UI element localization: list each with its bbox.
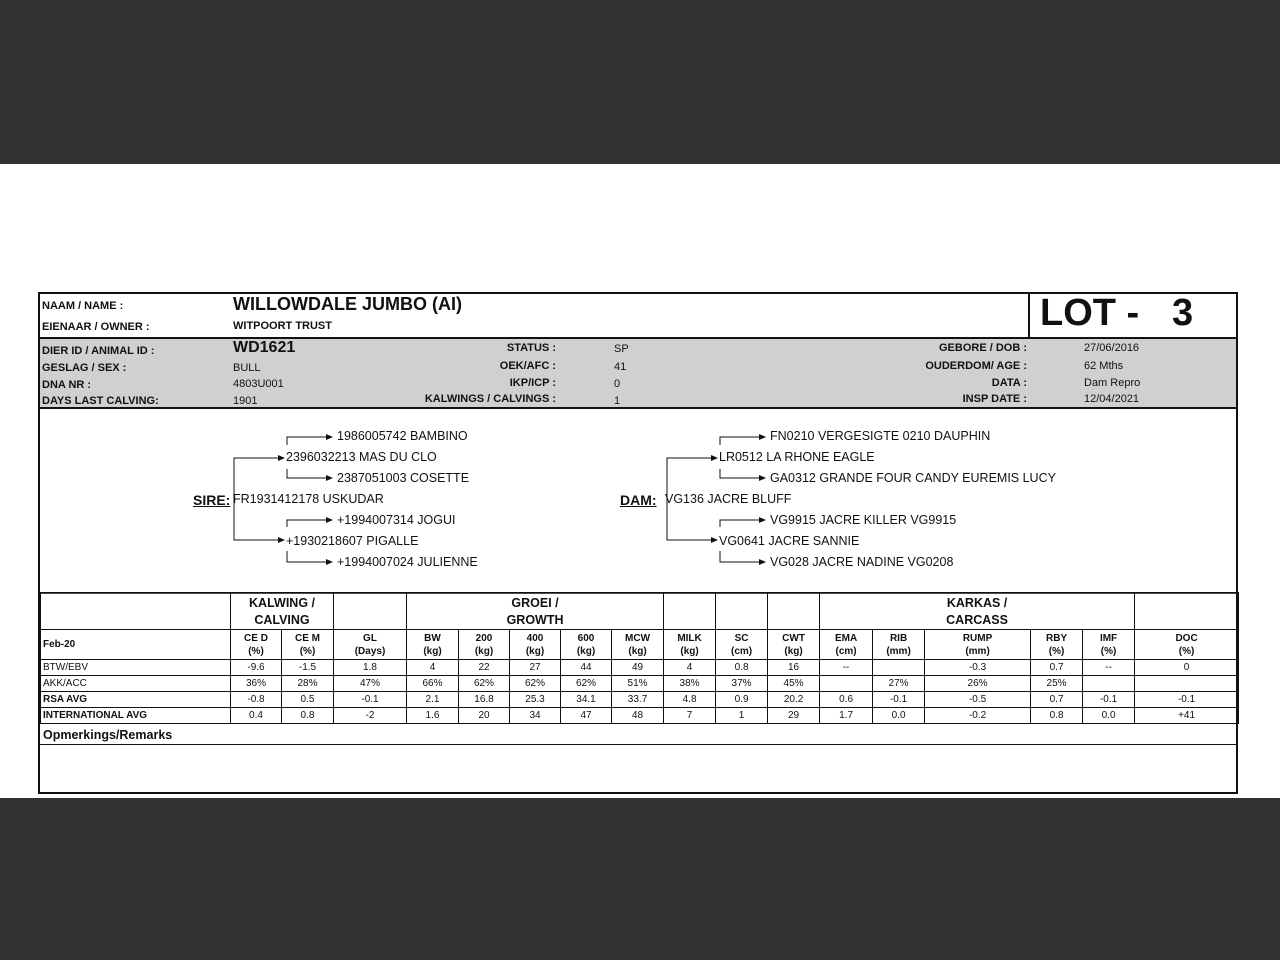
afc-label: OEK/AFC :: [499, 360, 556, 372]
ebv-cell: 0.9: [716, 692, 768, 708]
pedigree-lines: [40, 294, 1236, 594]
ebv-cell: 47: [561, 708, 612, 724]
row-label: AKK/ACC: [41, 676, 231, 692]
calvings-value: 1: [614, 395, 621, 407]
col-header: DOC (%): [1135, 630, 1239, 660]
icp-value: 0: [614, 378, 621, 390]
sire-sire-dam: 2387051003 COSETTE: [337, 471, 470, 485]
ebv-group-row: [41, 593, 1239, 630]
ebv-row-ebv: [41, 660, 1239, 676]
sire-sire-sire: 1986005742 BAMBINO: [337, 429, 468, 443]
ebv-cell: 4: [664, 660, 716, 676]
owner-label: EIENAAR / OWNER :: [42, 321, 150, 333]
ebv-cell: 27: [510, 660, 561, 676]
ebv-table: [40, 592, 1239, 724]
calvings-label: KALWINGS / CALVINGS :: [424, 393, 556, 405]
col-header: RBY (%): [1031, 630, 1083, 660]
dam-dam: VG0641 JACRE SANNIE: [719, 534, 860, 548]
ebv-cell: 16.8: [459, 692, 510, 708]
sire-dam: +1930218607 PIGALLE: [286, 534, 419, 548]
dna-label: DNA NR :: [42, 379, 92, 391]
ebv-cell: [1083, 676, 1135, 692]
group-growth: GROEI / GROWTH: [407, 593, 664, 630]
ebv-cell: 38%: [664, 676, 716, 692]
ebv-row-intl-avg: [41, 708, 1239, 724]
ebv-cell: 1.7: [820, 708, 873, 724]
ebv-cell: 22: [459, 660, 510, 676]
col-header: 400 (kg): [510, 630, 561, 660]
dam-label: DAM:: [620, 492, 657, 508]
animal-id-value: WD1621: [233, 339, 296, 356]
ebv-cell: -0.1: [873, 692, 925, 708]
sire-sire: 2396032213 MAS DU CLO: [286, 450, 437, 464]
ebv-cell: 33.7: [612, 692, 664, 708]
dob-label: GEBORE / DOB :: [938, 342, 1027, 354]
col-header: MCW (kg): [612, 630, 664, 660]
insp-date-label: INSP DATE :: [962, 393, 1027, 405]
col-header: BW (kg): [407, 630, 459, 660]
ebv-cell: -0.2: [925, 708, 1031, 724]
col-header: RIB (mm): [873, 630, 925, 660]
ebv-cell: 37%: [716, 676, 768, 692]
remarks-divider: [40, 744, 1236, 745]
ebv-cell: 28%: [282, 676, 334, 692]
ebv-cell: 1.6: [407, 708, 459, 724]
group-empty: [41, 593, 231, 630]
ebv-cell: 27%: [873, 676, 925, 692]
ebv-cell: 47%: [334, 676, 407, 692]
document-page: [0, 164, 1280, 798]
sex-value: BULL: [233, 362, 261, 374]
ebv-cell: 0.7: [1031, 692, 1083, 708]
ebv-cell: 0: [1135, 660, 1239, 676]
ebv-cell: -0.3: [925, 660, 1031, 676]
sex-label: GESLAG / SEX :: [42, 362, 127, 374]
ebv-cell: 62%: [459, 676, 510, 692]
ebv-cell: 0.0: [873, 708, 925, 724]
group-calving: KALWING / CALVING: [231, 593, 334, 630]
dam-dam-sire: VG9915 JACRE KILLER VG9915: [770, 513, 957, 527]
row-label: INTERNATIONAL AVG: [41, 708, 231, 724]
ebv-cell: [873, 660, 925, 676]
ebv-cell: 62%: [561, 676, 612, 692]
dam-sire: LR0512 LA RHONE EAGLE: [719, 450, 875, 464]
col-header: RUMP (mm): [925, 630, 1031, 660]
row-label: RSA AVG: [41, 692, 231, 708]
ebv-cell: -2: [334, 708, 407, 724]
ebv-cell: 0.7: [1031, 660, 1083, 676]
ebv-cell: 0.6: [820, 692, 873, 708]
ebv-cell: -0.1: [334, 692, 407, 708]
ebv-cell: 34.1: [561, 692, 612, 708]
ebv-cell: 45%: [768, 676, 820, 692]
ebv-cell: 4: [407, 660, 459, 676]
ebv-cell: 44: [561, 660, 612, 676]
ebv-cell: [1135, 676, 1239, 692]
ebv-cell: -1.5: [282, 660, 334, 676]
days-calving-value: 1901: [233, 395, 258, 407]
ebv-cell: 36%: [231, 676, 282, 692]
insp-date-value: 12/04/2021: [1084, 393, 1140, 405]
ebv-row-rsa-avg: [41, 692, 1239, 708]
col-header: MILK (kg): [664, 630, 716, 660]
status-label: STATUS :: [506, 342, 556, 354]
sire-dam-sire: +1994007314 JOGUI: [337, 513, 456, 527]
data-value: Dam Repro: [1084, 377, 1141, 389]
dam-sire-dam: GA0312 GRANDE FOUR CANDY EUREMIS LUCY: [770, 471, 1056, 485]
days-calving-label: DAYS LAST CALVING:: [42, 395, 159, 407]
col-header: SC (cm): [716, 630, 768, 660]
sire-label: SIRE:: [193, 492, 231, 508]
dam: VG136 JACRE BLUFF: [665, 492, 792, 506]
ebv-cell: 66%: [407, 676, 459, 692]
ebv-cell: 16: [768, 660, 820, 676]
ebv-cell: 25.3: [510, 692, 561, 708]
group-carcass: KARKAS / CARCASS: [820, 593, 1135, 630]
ebv-cell: 2.1: [407, 692, 459, 708]
ebv-cell: 0.8: [1031, 708, 1083, 724]
ebv-cell: 51%: [612, 676, 664, 692]
icp-label: IKP/ICP :: [509, 377, 556, 389]
ebv-cell: [820, 676, 873, 692]
lot-number: 3: [1172, 292, 1194, 334]
dam-dam-dam: VG028 JACRE NADINE VG0208: [770, 555, 954, 569]
age-label: OUDERDOM/ AGE :: [925, 360, 1027, 372]
ebv-cell: -0.1: [1083, 692, 1135, 708]
sire-dam-dam: +1994007024 JULIENNE: [337, 555, 478, 569]
ebv-row-acc: [41, 676, 1239, 692]
age-value: 62 Mths: [1084, 360, 1124, 372]
ebv-cell: -0.5: [925, 692, 1031, 708]
ebv-cell: -0.1: [1135, 692, 1239, 708]
ebv-cell: 29: [768, 708, 820, 724]
row-label: BTW/EBV: [41, 660, 231, 676]
ebv-cell: 62%: [510, 676, 561, 692]
status-value: SP: [614, 343, 629, 355]
ebv-cell: 1: [716, 708, 768, 724]
col-header: CE M (%): [282, 630, 334, 660]
lot-card: [38, 292, 1238, 794]
dna-value: 4803U001: [233, 378, 284, 390]
ebv-cell: 48: [612, 708, 664, 724]
owner-value: WITPOORT TRUST: [233, 320, 332, 332]
col-header: EMA (cm): [820, 630, 873, 660]
data-label: DATA :: [991, 377, 1027, 389]
dob-value: 27/06/2016: [1084, 342, 1140, 354]
afc-value: 41: [614, 361, 627, 373]
ebv-cell: 0.8: [282, 708, 334, 724]
ebv-cell: -9.6: [231, 660, 282, 676]
ebv-cell: 25%: [1031, 676, 1083, 692]
lot-label: LOT -: [1040, 292, 1140, 334]
ebv-cell: 0.0: [1083, 708, 1135, 724]
ebv-cell: +41: [1135, 708, 1239, 724]
animal-name: WILLOWDALE JUMBO (AI): [233, 294, 462, 314]
dam-sire-sire: FN0210 VERGESIGTE 0210 DAUPHIN: [770, 429, 991, 443]
animal-id-label: DIER ID / ANIMAL ID :: [42, 345, 155, 357]
sire: FR1931412178 USKUDAR: [233, 492, 384, 506]
ebv-cell: 0.8: [716, 660, 768, 676]
col-header: CE D (%): [231, 630, 282, 660]
remarks-label: Opmerkings/Remarks: [43, 728, 173, 742]
col-header: 200 (kg): [459, 630, 510, 660]
name-label: NAAM / NAME :: [42, 300, 124, 312]
ebv-cell: 34: [510, 708, 561, 724]
ebv-cell: 4.8: [664, 692, 716, 708]
ebv-cell: 20: [459, 708, 510, 724]
col-header: IMF (%): [1083, 630, 1135, 660]
ebv-date: Feb-20: [41, 630, 231, 660]
col-header: 600 (kg): [561, 630, 612, 660]
ebv-header-row: [41, 630, 1239, 660]
ebv-cell: 7: [664, 708, 716, 724]
ebv-cell: --: [1083, 660, 1135, 676]
ebv-cell: 20.2: [768, 692, 820, 708]
ebv-cell: 26%: [925, 676, 1031, 692]
ebv-cell: 1.8: [334, 660, 407, 676]
ebv-cell: --: [820, 660, 873, 676]
ebv-cell: 0.5: [282, 692, 334, 708]
ebv-cell: 0.4: [231, 708, 282, 724]
col-header: CWT (kg): [768, 630, 820, 660]
ebv-cell: 49: [612, 660, 664, 676]
col-header: GL (Days): [334, 630, 407, 660]
ebv-cell: -0.8: [231, 692, 282, 708]
